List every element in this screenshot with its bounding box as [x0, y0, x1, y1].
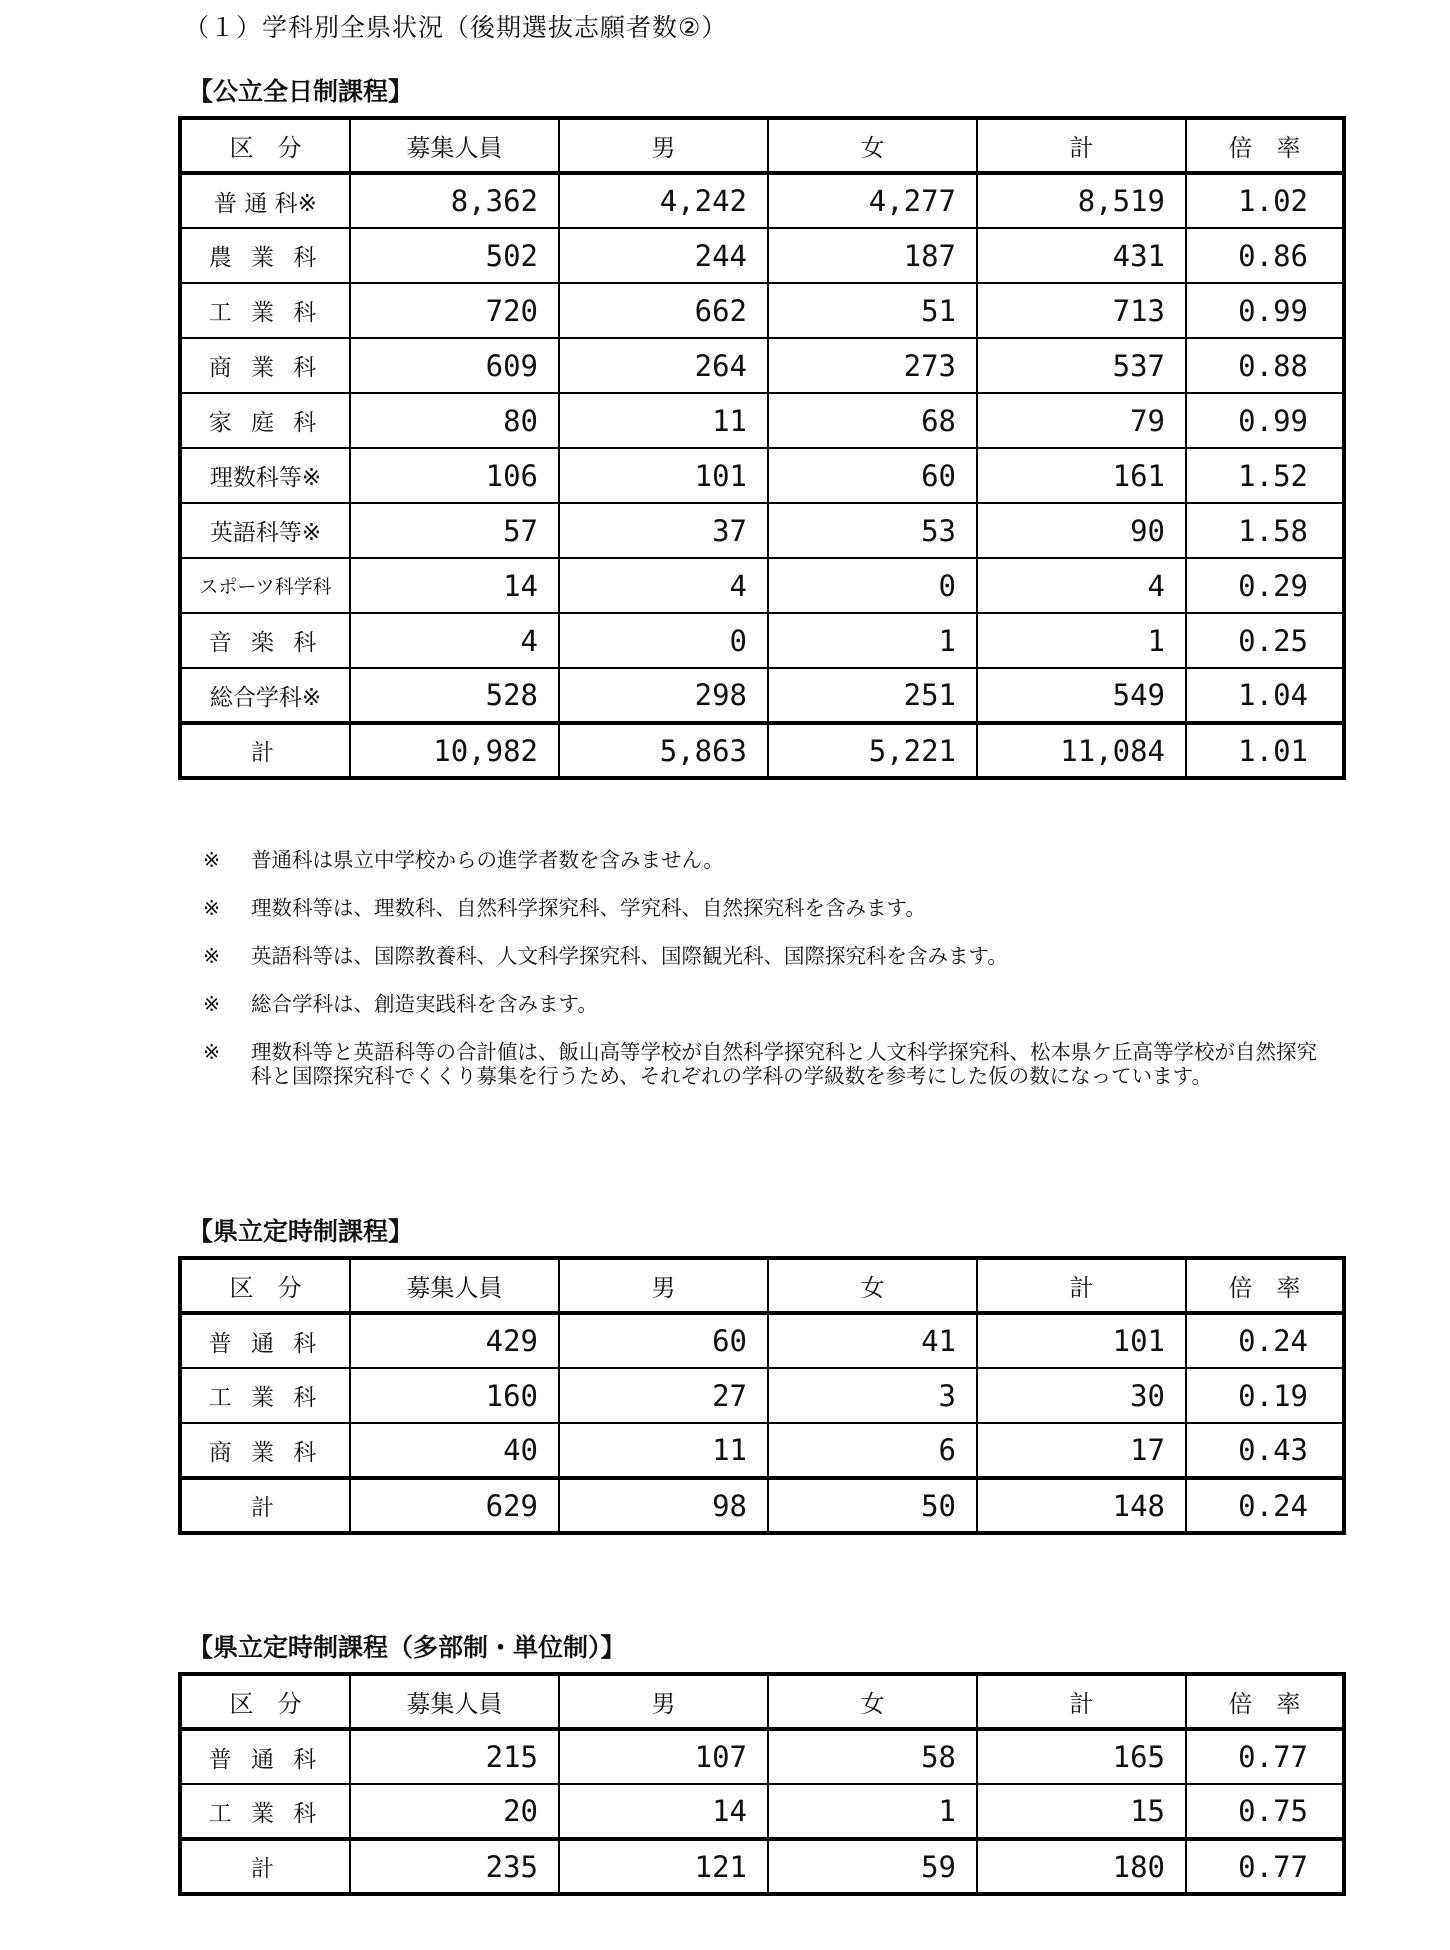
- cell-male: 11: [559, 1423, 768, 1478]
- cell-rate: 1.02: [1186, 173, 1344, 228]
- cell-boshu: 40: [350, 1423, 559, 1478]
- cell-boshu: 160: [350, 1368, 559, 1423]
- cell-total: 549: [977, 668, 1186, 723]
- table-row: [180, 558, 1344, 613]
- note-text: 総合学科は、創造実践科を含みます。: [251, 992, 598, 1016]
- row-label: 商 業 科: [180, 338, 350, 393]
- cell-boshu: 20: [350, 1784, 559, 1839]
- cell-male: 244: [559, 228, 768, 283]
- table-row: [180, 1423, 1344, 1478]
- row-label: 音 楽 科: [180, 613, 350, 668]
- cell-male: 264: [559, 338, 768, 393]
- table-header-row: [180, 118, 1344, 173]
- cell-boshu: 528: [350, 668, 559, 723]
- cell-total: 180: [977, 1839, 1186, 1894]
- cell-female: 5,221: [768, 723, 977, 778]
- cell-female: 1: [768, 1784, 977, 1839]
- cell-total: 1: [977, 613, 1186, 668]
- cell-rate: 0.99: [1186, 393, 1344, 448]
- total-row: [180, 1839, 1344, 1894]
- header-kubun: 区 分: [180, 1258, 350, 1313]
- footnote: [203, 896, 1343, 920]
- cell-female: 1: [768, 613, 977, 668]
- cell-female: 187: [768, 228, 977, 283]
- note-mark: ※: [203, 848, 221, 872]
- header-boshu: 募集人員: [350, 118, 559, 173]
- cell-male: 37: [559, 503, 768, 558]
- row-label: 工 業 科: [180, 283, 350, 338]
- cell-total: 431: [977, 228, 1186, 283]
- cell-female: 3: [768, 1368, 977, 1423]
- total-label: 計: [180, 723, 350, 778]
- page-title: （１）学科別全県状況（後期選抜志願者数②）: [184, 13, 728, 42]
- row-label: 工 業 科: [180, 1368, 350, 1423]
- cell-total: 17: [977, 1423, 1186, 1478]
- header-rate: 倍 率: [1186, 1674, 1344, 1729]
- cell-male: 11: [559, 393, 768, 448]
- cell-male: 27: [559, 1368, 768, 1423]
- row-label: 農 業 科: [180, 228, 350, 283]
- table-row: [180, 448, 1344, 503]
- cell-male: 298: [559, 668, 768, 723]
- cell-total: 15: [977, 1784, 1186, 1839]
- cell-rate: 0.77: [1186, 1729, 1344, 1784]
- cell-total: 101: [977, 1313, 1186, 1368]
- cell-total: 161: [977, 448, 1186, 503]
- cell-female: 68: [768, 393, 977, 448]
- cell-male: 4,242: [559, 173, 768, 228]
- table-row: [180, 613, 1344, 668]
- cell-female: 59: [768, 1839, 977, 1894]
- cell-boshu: 235: [350, 1839, 559, 1894]
- header-male: 男: [559, 1258, 768, 1313]
- cell-rate: 1.52: [1186, 448, 1344, 503]
- table-row: [180, 503, 1344, 558]
- cell-female: 4,277: [768, 173, 977, 228]
- cell-female: 58: [768, 1729, 977, 1784]
- section-title-tabusei: 【県立定時制課程（多部制・単位制）】: [188, 1633, 626, 1662]
- table-header-row: [180, 1258, 1344, 1313]
- cell-male: 98: [559, 1478, 768, 1533]
- footnote: [203, 992, 1343, 1016]
- cell-boshu: 106: [350, 448, 559, 503]
- note-mark: ※: [203, 896, 221, 920]
- cell-male: 101: [559, 448, 768, 503]
- cell-total: 713: [977, 283, 1186, 338]
- cell-rate: 0.86: [1186, 228, 1344, 283]
- cell-female: 60: [768, 448, 977, 503]
- cell-rate: 0.29: [1186, 558, 1344, 613]
- cell-rate: 0.19: [1186, 1368, 1344, 1423]
- cell-rate: 0.75: [1186, 1784, 1344, 1839]
- row-label: 普 通 科: [180, 1313, 350, 1368]
- header-kubun: 区 分: [180, 118, 350, 173]
- cell-boshu: 14: [350, 558, 559, 613]
- cell-total: 148: [977, 1478, 1186, 1533]
- cell-total: 30: [977, 1368, 1186, 1423]
- section-title-zennichisei: 【公立全日制課程】: [188, 77, 414, 106]
- table-header-row: [180, 1674, 1344, 1729]
- table-row: [180, 173, 1344, 228]
- footnote: [203, 848, 1343, 872]
- cell-female: 0: [768, 558, 977, 613]
- cell-rate: 0.25: [1186, 613, 1344, 668]
- header-rate: 倍 率: [1186, 1258, 1344, 1313]
- header-female: 女: [768, 118, 977, 173]
- cell-male: 14: [559, 1784, 768, 1839]
- cell-female: 51: [768, 283, 977, 338]
- table-row: [180, 1368, 1344, 1423]
- table-row: [180, 1784, 1344, 1839]
- note-mark: ※: [203, 992, 221, 1016]
- table-row: [180, 228, 1344, 283]
- header-female: 女: [768, 1258, 977, 1313]
- note-text: 英語科等は、国際教養科、人文科学探究科、国際観光科、国際探究科を含みます。: [251, 944, 1008, 968]
- table-row: [180, 1729, 1344, 1784]
- cell-female: 50: [768, 1478, 977, 1533]
- cell-total: 11,084: [977, 723, 1186, 778]
- cell-rate: 0.24: [1186, 1313, 1344, 1368]
- note-text: 理数科等は、理数科、自然科学探究科、学究科、自然探究科を含みます。: [251, 896, 926, 920]
- cell-boshu: 57: [350, 503, 559, 558]
- cell-rate: 1.58: [1186, 503, 1344, 558]
- row-label: 商 業 科: [180, 1423, 350, 1478]
- table-teijisei: [178, 1256, 1346, 1535]
- cell-boshu: 80: [350, 393, 559, 448]
- cell-rate: 0.24: [1186, 1478, 1344, 1533]
- footnote: [203, 944, 1343, 968]
- cell-rate: 0.43: [1186, 1423, 1344, 1478]
- header-total: 計: [977, 1674, 1186, 1729]
- cell-male: 5,863: [559, 723, 768, 778]
- cell-boshu: 10,982: [350, 723, 559, 778]
- cell-male: 662: [559, 283, 768, 338]
- cell-rate: 0.77: [1186, 1839, 1344, 1894]
- cell-female: 41: [768, 1313, 977, 1368]
- section-title-teijisei: 【県立定時制課程】: [188, 1217, 414, 1246]
- header-boshu: 募集人員: [350, 1674, 559, 1729]
- cell-boshu: 8,362: [350, 173, 559, 228]
- row-label: 英語科等※: [180, 503, 350, 558]
- row-label: 理数科等※: [180, 448, 350, 503]
- cell-rate: 0.88: [1186, 338, 1344, 393]
- cell-total: 165: [977, 1729, 1186, 1784]
- cell-male: 107: [559, 1729, 768, 1784]
- note-mark: ※: [203, 944, 221, 968]
- header-male: 男: [559, 1674, 768, 1729]
- header-kubun: 区 分: [180, 1674, 350, 1729]
- table-row: [180, 338, 1344, 393]
- cell-boshu: 502: [350, 228, 559, 283]
- row-label: スポーツ科学科: [180, 558, 350, 613]
- row-label: 総合学科※: [180, 668, 350, 723]
- cell-boshu: 215: [350, 1729, 559, 1784]
- cell-total: 8,519: [977, 173, 1186, 228]
- cell-rate: 1.01: [1186, 723, 1344, 778]
- note-text: 普通科は県立中学校からの進学者数を含みません。: [251, 848, 724, 872]
- row-label: 家 庭 科: [180, 393, 350, 448]
- table-row: [180, 668, 1344, 723]
- total-row: [180, 723, 1344, 778]
- table-row: [180, 1313, 1344, 1368]
- cell-total: 79: [977, 393, 1186, 448]
- cell-total: 4: [977, 558, 1186, 613]
- footnote: [203, 1040, 1323, 1088]
- row-label: 工 業 科: [180, 1784, 350, 1839]
- total-label: 計: [180, 1478, 350, 1533]
- row-label: 普 通 科※: [180, 173, 350, 228]
- header-total: 計: [977, 1258, 1186, 1313]
- cell-total: 90: [977, 503, 1186, 558]
- cell-boshu: 720: [350, 283, 559, 338]
- cell-boshu: 609: [350, 338, 559, 393]
- cell-total: 537: [977, 338, 1186, 393]
- cell-male: 0: [559, 613, 768, 668]
- total-label: 計: [180, 1839, 350, 1894]
- header-boshu: 募集人員: [350, 1258, 559, 1313]
- cell-female: 273: [768, 338, 977, 393]
- table-tabusei: [178, 1672, 1346, 1896]
- cell-male: 4: [559, 558, 768, 613]
- header-male: 男: [559, 118, 768, 173]
- table-zennichisei: [178, 116, 1346, 780]
- cell-rate: 0.99: [1186, 283, 1344, 338]
- note-text: 理数科等と英語科等の合計値は、飯山高等学校が自然科学探究科と人文科学探究科、松本県ケ丘高等学校が自然探究科と国際探究科でくくり募集を行うため、それぞれの学科の学級数を参考にした仮の数になっています。: [251, 1040, 1317, 1088]
- cell-female: 6: [768, 1423, 977, 1478]
- cell-male: 60: [559, 1313, 768, 1368]
- cell-male: 121: [559, 1839, 768, 1894]
- cell-boshu: 429: [350, 1313, 559, 1368]
- note-mark: ※: [203, 1040, 221, 1064]
- cell-female: 251: [768, 668, 977, 723]
- cell-boshu: 4: [350, 613, 559, 668]
- table-row: [180, 283, 1344, 338]
- row-label: 普 通 科: [180, 1729, 350, 1784]
- cell-female: 53: [768, 503, 977, 558]
- header-female: 女: [768, 1674, 977, 1729]
- header-total: 計: [977, 118, 1186, 173]
- footnotes: [203, 848, 1343, 1112]
- cell-boshu: 629: [350, 1478, 559, 1533]
- total-row: [180, 1478, 1344, 1533]
- cell-rate: 1.04: [1186, 668, 1344, 723]
- header-rate: 倍 率: [1186, 118, 1344, 173]
- table-row: [180, 393, 1344, 448]
